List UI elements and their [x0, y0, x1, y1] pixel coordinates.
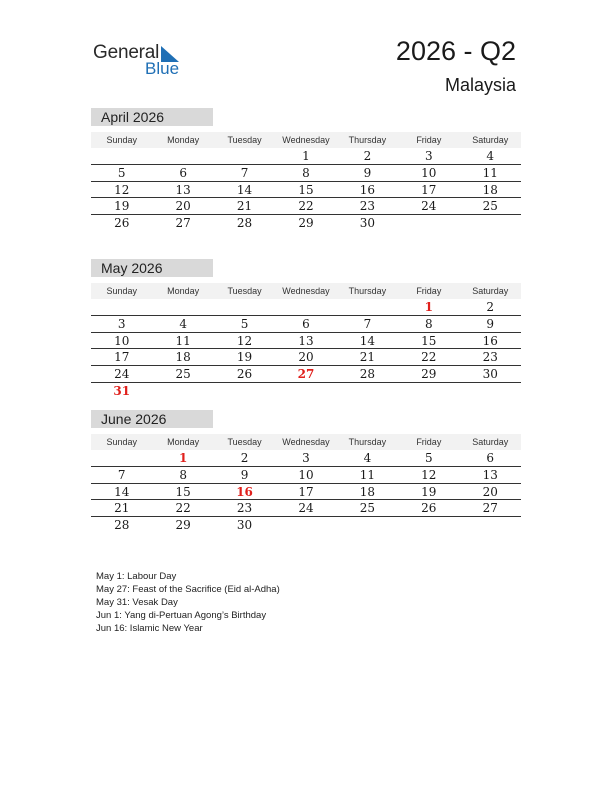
month-block — [91, 259, 521, 400]
date-cell: 11 — [359, 467, 376, 482]
date-cell: 18 — [359, 484, 376, 499]
date-cell: 16 — [482, 333, 498, 348]
weekday-label: Monday — [167, 135, 200, 145]
weekday-label: Tuesday — [227, 437, 262, 447]
date-cell: 25 — [359, 501, 376, 516]
weekday-label: Sunday — [106, 135, 137, 145]
weekday-label: Saturday — [472, 286, 509, 296]
date-cell: 20 — [175, 199, 191, 214]
weekday-label: Sunday — [106, 437, 137, 447]
date-cell: 15 — [421, 333, 437, 348]
holiday-list-item: May 31: Vesak Day — [96, 597, 178, 608]
empty-cell — [460, 517, 521, 534]
date-cell: 7 — [363, 316, 372, 331]
date-cell: 24 — [114, 367, 130, 382]
holiday-list-item: May 1: Labour Day — [96, 571, 177, 582]
date-cell: 25 — [482, 199, 498, 214]
weekday-label: Tuesday — [227, 286, 262, 296]
date-cell: 2 — [240, 451, 249, 465]
holiday-list-item: Jun 1: Yang di-Pertuan Agong’s Birthday — [96, 610, 267, 621]
holiday-date-cell: 16 — [236, 484, 253, 499]
weekday-label: Thursday — [348, 286, 387, 296]
date-cell: 8 — [179, 467, 187, 482]
logo-blue-text: Blue — [145, 59, 180, 78]
weekday-label: Friday — [416, 286, 442, 296]
brand-logo — [93, 42, 193, 78]
empty-cell — [398, 517, 459, 534]
date-cell: 28 — [114, 518, 130, 533]
empty-cell — [152, 299, 213, 315]
date-cell: 1 — [302, 149, 310, 163]
date-cell: 7 — [117, 467, 126, 482]
page-title: 2026 - Q2 — [395, 36, 516, 66]
holiday-list-item: May 27: Feast of the Sacrifice (Eid al-Adha) — [96, 584, 280, 595]
month-label: May 2026 — [91, 259, 213, 277]
date-cell: 20 — [298, 350, 314, 365]
week-row — [91, 450, 521, 467]
date-cell: 9 — [240, 467, 249, 482]
date-cell: 9 — [363, 165, 372, 180]
month-label: April 2026 — [91, 108, 213, 126]
week-row — [91, 215, 521, 232]
date-cell: 8 — [302, 165, 310, 180]
empty-cell — [337, 383, 398, 400]
date-cell: 3 — [117, 316, 126, 331]
month-block — [91, 108, 521, 232]
date-cell: 27 — [482, 501, 498, 516]
weekday-label: Friday — [416, 135, 442, 145]
date-cell: 21 — [359, 350, 376, 365]
date-cell: 30 — [482, 367, 498, 382]
date-cell: 28 — [359, 367, 376, 382]
empty-cell — [152, 148, 213, 164]
date-cell: 22 — [298, 199, 314, 214]
date-cell: 22 — [421, 350, 437, 365]
date-cell: 5 — [240, 316, 249, 331]
weekday-header — [91, 132, 521, 148]
date-cell: 4 — [179, 316, 187, 331]
date-cell: 30 — [359, 216, 376, 231]
month-label: June 2026 — [91, 410, 213, 428]
empty-cell — [91, 450, 152, 466]
date-cell: 30 — [236, 518, 253, 533]
week-row — [91, 383, 521, 400]
date-cell: 26 — [421, 501, 437, 516]
date-cell: 23 — [236, 501, 253, 516]
holiday-list — [96, 570, 280, 635]
empty-cell — [91, 299, 152, 315]
week-row — [91, 484, 521, 501]
weekday-label: Wednesday — [282, 286, 330, 296]
week-row — [91, 165, 521, 182]
weekday-label: Sunday — [106, 286, 137, 296]
logo-general-text: General — [93, 42, 160, 63]
weekday-header — [91, 283, 521, 299]
holiday-date-cell: 31 — [113, 383, 131, 398]
holiday-date-cell: 1 — [178, 451, 188, 465]
date-cell: 10 — [421, 165, 437, 180]
date-cell: 15 — [298, 182, 314, 197]
holiday-date-cell: 1 — [424, 300, 433, 314]
date-cell: 11 — [175, 333, 191, 348]
date-cell: 26 — [114, 216, 130, 231]
date-cell: 20 — [482, 484, 498, 499]
date-cell: 19 — [236, 350, 253, 365]
date-cell: 2 — [486, 300, 495, 314]
empty-cell — [214, 383, 275, 400]
date-cell: 6 — [486, 451, 495, 465]
date-cell: 9 — [486, 316, 495, 331]
date-cell: 5 — [117, 165, 126, 180]
empty-cell — [398, 215, 459, 232]
empty-cell — [337, 517, 398, 534]
date-cell: 28 — [236, 216, 253, 231]
date-cell: 12 — [114, 182, 130, 197]
date-cell: 7 — [240, 165, 249, 180]
date-cell: 27 — [175, 216, 191, 231]
date-cell: 13 — [298, 333, 314, 348]
date-cell: 3 — [302, 451, 310, 465]
empty-cell — [214, 299, 275, 315]
date-cell: 29 — [175, 518, 191, 533]
date-cell: 19 — [421, 484, 437, 499]
weekday-label: Tuesday — [227, 135, 262, 145]
date-cell: 25 — [175, 367, 191, 382]
date-cell: 12 — [236, 333, 253, 348]
holiday-list-item: Jun 16: Islamic New Year — [96, 623, 203, 634]
week-row — [91, 182, 521, 199]
date-cell: 5 — [425, 451, 433, 465]
empty-cell — [275, 517, 336, 534]
date-cell: 12 — [421, 467, 437, 482]
date-cell: 14 — [236, 182, 253, 197]
date-cell: 13 — [175, 182, 191, 197]
weekday-label: Wednesday — [282, 437, 330, 447]
week-row — [91, 517, 521, 534]
date-cell: 2 — [363, 149, 372, 163]
weekday-label: Saturday — [472, 437, 509, 447]
date-cell: 17 — [298, 484, 314, 499]
date-cell: 29 — [421, 367, 437, 382]
week-row — [91, 500, 521, 517]
date-cell: 16 — [359, 182, 376, 197]
week-row — [91, 467, 521, 484]
date-cell: 24 — [298, 501, 314, 516]
empty-cell — [337, 299, 398, 315]
weekday-label: Thursday — [348, 437, 387, 447]
empty-cell — [91, 148, 152, 164]
weekday-label: Monday — [167, 437, 200, 447]
date-cell: 21 — [236, 199, 253, 214]
weekday-label: Wednesday — [282, 135, 330, 145]
date-cell: 8 — [425, 316, 433, 331]
weekday-label: Friday — [416, 437, 442, 447]
date-cell: 19 — [114, 199, 130, 214]
week-row — [91, 316, 521, 333]
weekday-header — [91, 434, 521, 450]
date-cell: 18 — [482, 182, 498, 197]
empty-cell — [460, 215, 521, 232]
weekday-label: Monday — [167, 286, 200, 296]
date-cell: 17 — [114, 350, 130, 365]
date-cell: 4 — [486, 149, 495, 163]
date-cell: 26 — [236, 367, 253, 382]
holiday-date-cell: 27 — [297, 367, 315, 382]
month-block — [91, 410, 521, 534]
date-cell: 10 — [298, 467, 314, 482]
date-cell: 6 — [179, 165, 187, 180]
weekday-label: Saturday — [472, 135, 509, 145]
date-cell: 14 — [114, 484, 130, 499]
week-row — [91, 366, 521, 383]
date-cell: 23 — [482, 350, 498, 365]
date-cell: 11 — [482, 165, 498, 180]
empty-cell — [398, 383, 459, 400]
week-row — [91, 299, 521, 316]
date-cell: 13 — [482, 467, 498, 482]
date-cell: 10 — [114, 333, 130, 348]
date-cell: 23 — [359, 199, 376, 214]
empty-cell — [275, 299, 336, 315]
empty-cell — [152, 383, 213, 400]
date-cell: 6 — [302, 316, 310, 331]
empty-cell — [460, 383, 521, 400]
weekday-label: Thursday — [348, 135, 387, 145]
week-row — [91, 333, 521, 350]
week-row — [91, 198, 521, 215]
date-cell: 3 — [425, 149, 433, 163]
date-cell: 24 — [421, 199, 437, 214]
date-cell: 22 — [175, 501, 191, 516]
empty-cell — [214, 148, 275, 164]
date-cell: 14 — [359, 333, 376, 348]
date-cell: 18 — [175, 350, 191, 365]
date-cell: 15 — [175, 484, 191, 499]
date-cell: 4 — [363, 451, 372, 465]
week-row — [91, 148, 521, 165]
country-name: Malaysia — [444, 75, 516, 95]
date-cell: 17 — [421, 182, 437, 197]
week-row — [91, 349, 521, 366]
empty-cell — [275, 383, 336, 400]
date-cell: 29 — [298, 216, 314, 231]
date-cell: 21 — [114, 501, 130, 516]
